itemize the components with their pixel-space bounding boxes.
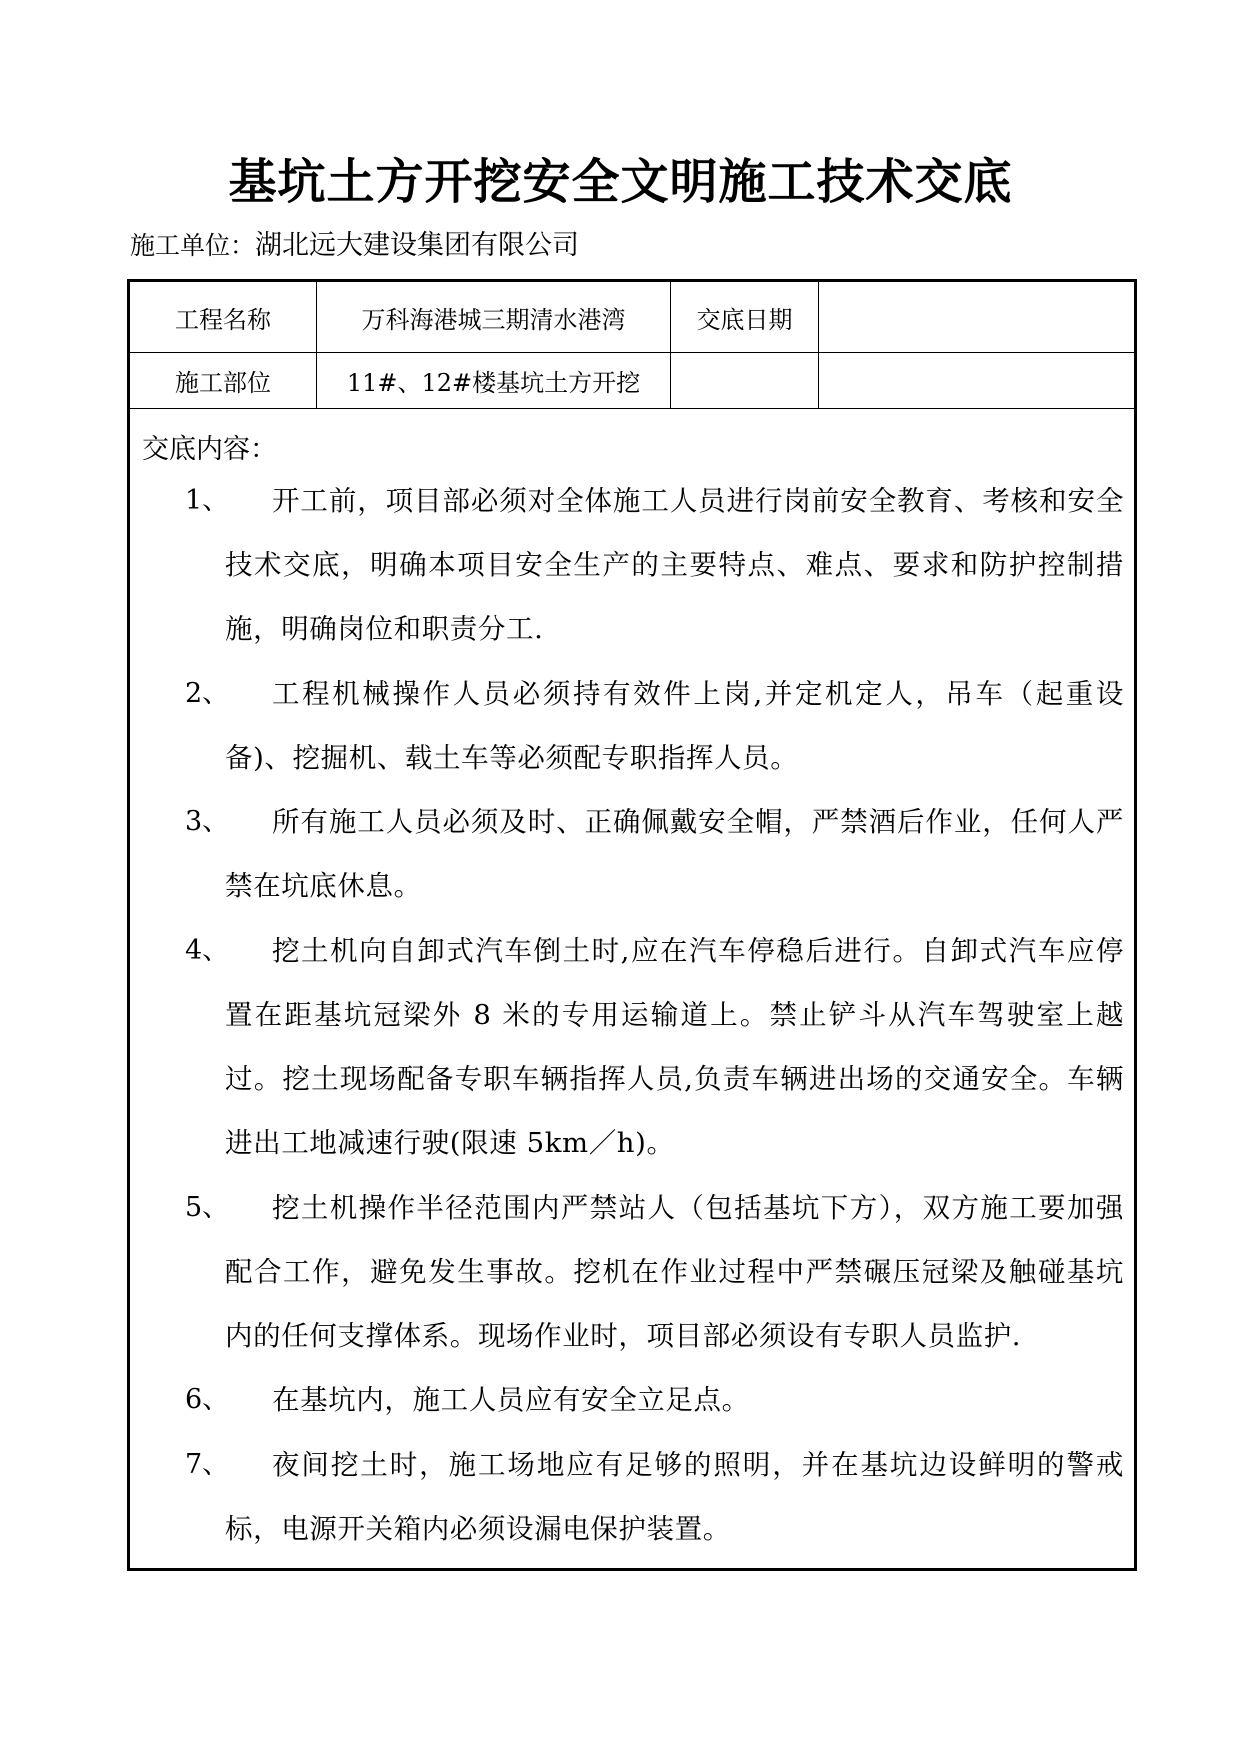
disclosure-content xyxy=(130,410,1134,1568)
document-title: 基坑土方开挖安全文明施工技术交底 xyxy=(228,154,1013,210)
disclosure-date-value xyxy=(819,282,1134,352)
list-item-number: 3、 xyxy=(185,806,230,837)
list-item-text: 所有施工人员必须及时、正确佩戴安全帽，严禁酒后作业，任何人严禁在坑底休息。 xyxy=(225,806,1124,902)
construction-unit xyxy=(130,228,579,264)
list-item-text: 开工前，项目部必须对全体施工人员进行岗前安全教育、考核和安全技术交底，明确本项目安全生产的主要特点、难点、要求和防护控制措施，明确岗位和职责分工. xyxy=(225,485,1124,645)
construction-unit-label: 施工单位： xyxy=(130,231,256,260)
project-name-value: 万科海港城三期清水港湾 xyxy=(361,305,626,334)
list-item-text: 挖土机向自卸式汽车倒土时,应在汽车停稳后进行。自卸式汽车应停置在距基坑冠梁外 8 米的专用运输道上。禁止铲斗从汽车驾驶室上越过。挖土现场配备专职车辆指挥人员,负责车辆进出场的交通安全。车辆进出工地减速行驶(限速 5km／h)。 xyxy=(225,935,1124,1159)
construction-location-value: 11#、12#楼基坑土方开挖 xyxy=(346,369,641,397)
list-item-number: 2、 xyxy=(185,678,230,709)
disclosure-date-label: 交底日期 xyxy=(696,305,793,334)
list-item-number: 4、 xyxy=(185,935,230,966)
project-name-label: 工程名称 xyxy=(175,305,271,334)
list-item-text: 夜间挖土时，施工场地应有足够的照明，并在基坑边设鲜明的警戒标，电源开关箱内必须设漏电保护装置。 xyxy=(225,1449,1124,1545)
list-item-number: 1、 xyxy=(185,485,230,516)
content-label: 交底内容： xyxy=(142,434,277,465)
construction-unit-value: 湖北远大建设集团有限公司 xyxy=(255,230,580,261)
list-item-number: 5、 xyxy=(185,1192,230,1223)
table-row-divider xyxy=(130,408,1134,409)
list-item-number: 7、 xyxy=(185,1449,230,1480)
list-item-number: 6、 xyxy=(185,1384,230,1415)
list-item-text: 工程机械操作人员必须持有效件上岗,并定机定人，吊车（起重设备)、挖掘机、载土车等必须配专职指挥人员。 xyxy=(225,678,1124,774)
construction-location-label: 施工部位 xyxy=(175,369,271,397)
disclosure-table xyxy=(127,279,1137,1571)
list-item-text: 在基坑内，施工人员应有安全立足点。 xyxy=(272,1384,750,1416)
list-item-text: 挖土机操作半径范围内严禁站人（包括基坑下方），双方施工要加强配合工作，避免发生事故。挖机在作业过程中严禁碾压冠梁及触碰基坑内的任何支撑体系。现场作业时，项目部必须设有专职人员监护. xyxy=(225,1192,1124,1352)
blank-value-cell xyxy=(819,353,1134,408)
blank-label-cell xyxy=(671,353,818,408)
